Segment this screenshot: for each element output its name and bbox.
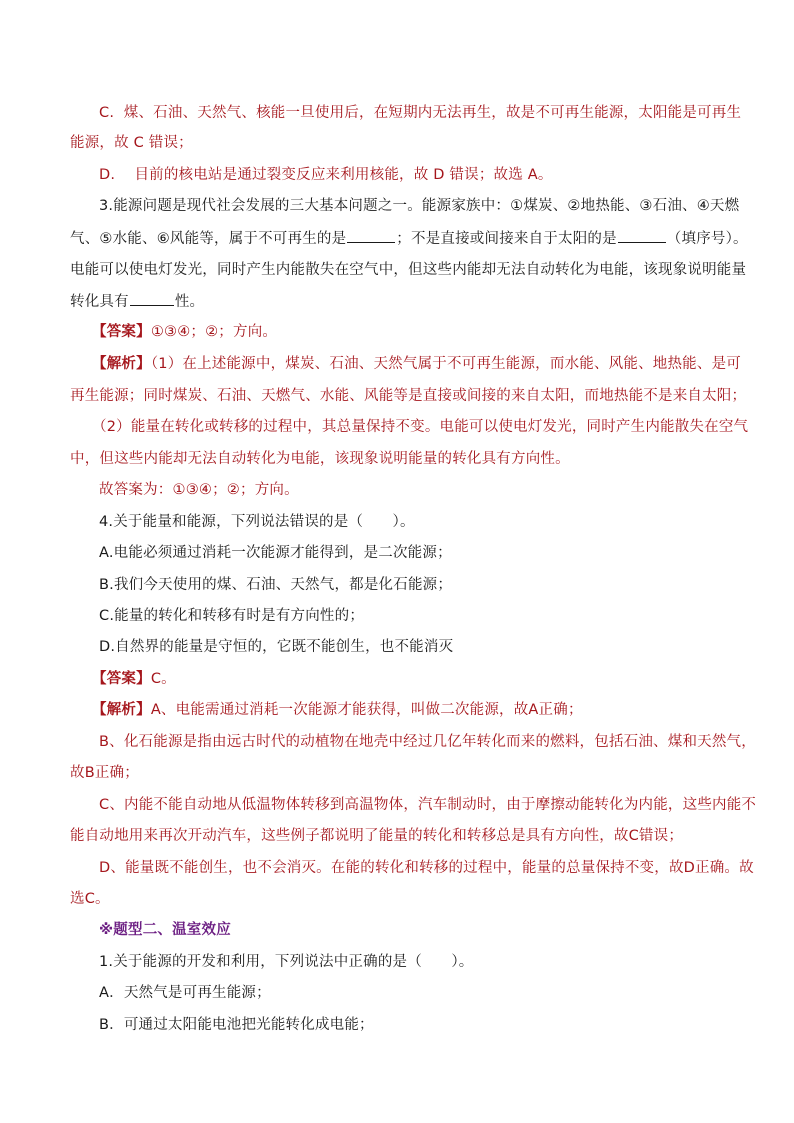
option-c-line (99, 103, 759, 123)
q3-stem-line-2 (70, 228, 748, 249)
option-d-line (99, 165, 759, 185)
q3-blank-1[interactable] (347, 228, 395, 243)
q4-option-d: D.自然界的能量是守恒的，它既不能创生，也不能消灭 (99, 639, 454, 655)
option-d-text: 目前的核电站是通过裂变反应来利用核能，故 D 错误；故选 A。 (134, 167, 553, 183)
q3-text-e: 性。 (174, 294, 205, 310)
q4-option-b: B.我们今天使用的煤、石油、天然气，都是化石能源； (99, 577, 453, 593)
analysis-text: （1）在上述能源中，煤炭、石油、天然气属于不可再生能源，而水能、风能、地热能、是可 (150, 356, 741, 372)
analysis-label: 【解析】 (92, 702, 151, 718)
q3-analysis-line-2: 再生能源；同时煤炭、石油、天燃气、水能、风能等是直接或间接的来自太阳，而地热能不是来自太阳； (70, 388, 747, 404)
q3-stem-line-3: 电能可以使电灯发光，同时产生内能散失在空气中，但这些内能却无法自动转化为电能，该现象说明能量 (70, 262, 747, 278)
section-title: ※题型二、温室效应 (99, 922, 231, 938)
q3-final-answer: 故答案为：①③④；②；方向。 (99, 482, 299, 498)
option-d-label: D. (99, 167, 116, 183)
analysis-label: 【解析】 (92, 356, 151, 372)
q4-analysis-c-1: C、内能不能自动地从低温物体转移到高温物体，汽车制动时，由于摩擦动能转化为内能，这些内能不 (99, 797, 757, 813)
option-c-label: C. (99, 105, 115, 121)
section2-q1-stem: 1.关于能源的开发和利用，下列说法中正确的是（ ）。 (99, 954, 474, 970)
q3-text-b: ；不是直接或间接来自于太阳的是 (396, 231, 617, 247)
q3-text-c: （填序号）。 (666, 231, 748, 247)
answer-label: 【答案】 (92, 671, 151, 687)
q3-analysis-line-1 (92, 354, 752, 374)
q4-analysis-b-2: 故B正确； (70, 765, 139, 781)
option-c-line-2: 能源，故 C 错误； (70, 135, 193, 151)
q3-blank-3[interactable] (130, 291, 174, 306)
section2-q1-option-a: A．天然气是可再生能源； (99, 985, 271, 1001)
q4-option-c: C.能量的转化和转移有时是有方向性的； (99, 608, 365, 624)
option-c-text: 煤、石油、天然气、核能一旦使用后，在短期内无法再生，故是不可再生能源，太阳能是可再生 (123, 105, 742, 121)
q4-analysis-a (92, 700, 752, 720)
q3-analysis-line-4: 中，但这些内能却无法自动转化为电能，该现象说明能量的转化具有方向性。 (70, 451, 570, 467)
q3-stem-line-1: 3.能源问题是现代社会发展的三大基本问题之一。能源家族中：①煤炭、②地热能、③石油、④天燃 (99, 198, 740, 214)
q4-stem: 4.关于能量和能源，下列说法错误的是（ ）。 (99, 514, 415, 530)
q3-analysis-line-3: （2）能量在转化或转移的过程中，其总量保持不变。电能可以使电灯发光，同时产生内能散失在空气 (92, 419, 749, 435)
q3-text-d: 转化具有 (70, 294, 129, 310)
q3-answer (92, 322, 752, 342)
q4-analysis-d-2: 选C。 (70, 891, 110, 907)
q3-blank-2[interactable] (618, 228, 666, 243)
answer-label: 【答案】 (92, 324, 151, 340)
q3-text-a: 气、⑤水能、⑥风能等，属于不可再生的是 (70, 231, 347, 247)
answer-text: ①③④；②；方向。 (150, 324, 278, 340)
q4-analysis-b-1: B、化石能源是指由远古时代的动植物在地壳中经过几亿年转化而来的燃料，包括石油、煤和天然气， (99, 734, 756, 750)
section2-q1-option-b: B．可通过太阳能电池把光能转化成电能； (99, 1017, 374, 1033)
q4-option-a: A.电能必须通过消耗一次能源才能得到，是二次能源； (99, 545, 452, 561)
q3-stem-line-4 (70, 291, 730, 312)
analysis-text: A、电能需通过消耗一次能源才能获得，叫做二次能源，故A正确； (150, 702, 583, 718)
q4-analysis-c-2: 能自动地用来再次开动汽车，这些例子都说明了能量的转化和转移总是具有方向性，故C错误； (70, 828, 684, 844)
answer-text: C。 (150, 671, 176, 687)
q4-analysis-d-1: D、能量既不能创生，也不会消灭。在能的转化和转移的过程中，能量的总量保持不变，故D正确。故 (99, 860, 754, 876)
q4-answer (92, 669, 752, 689)
